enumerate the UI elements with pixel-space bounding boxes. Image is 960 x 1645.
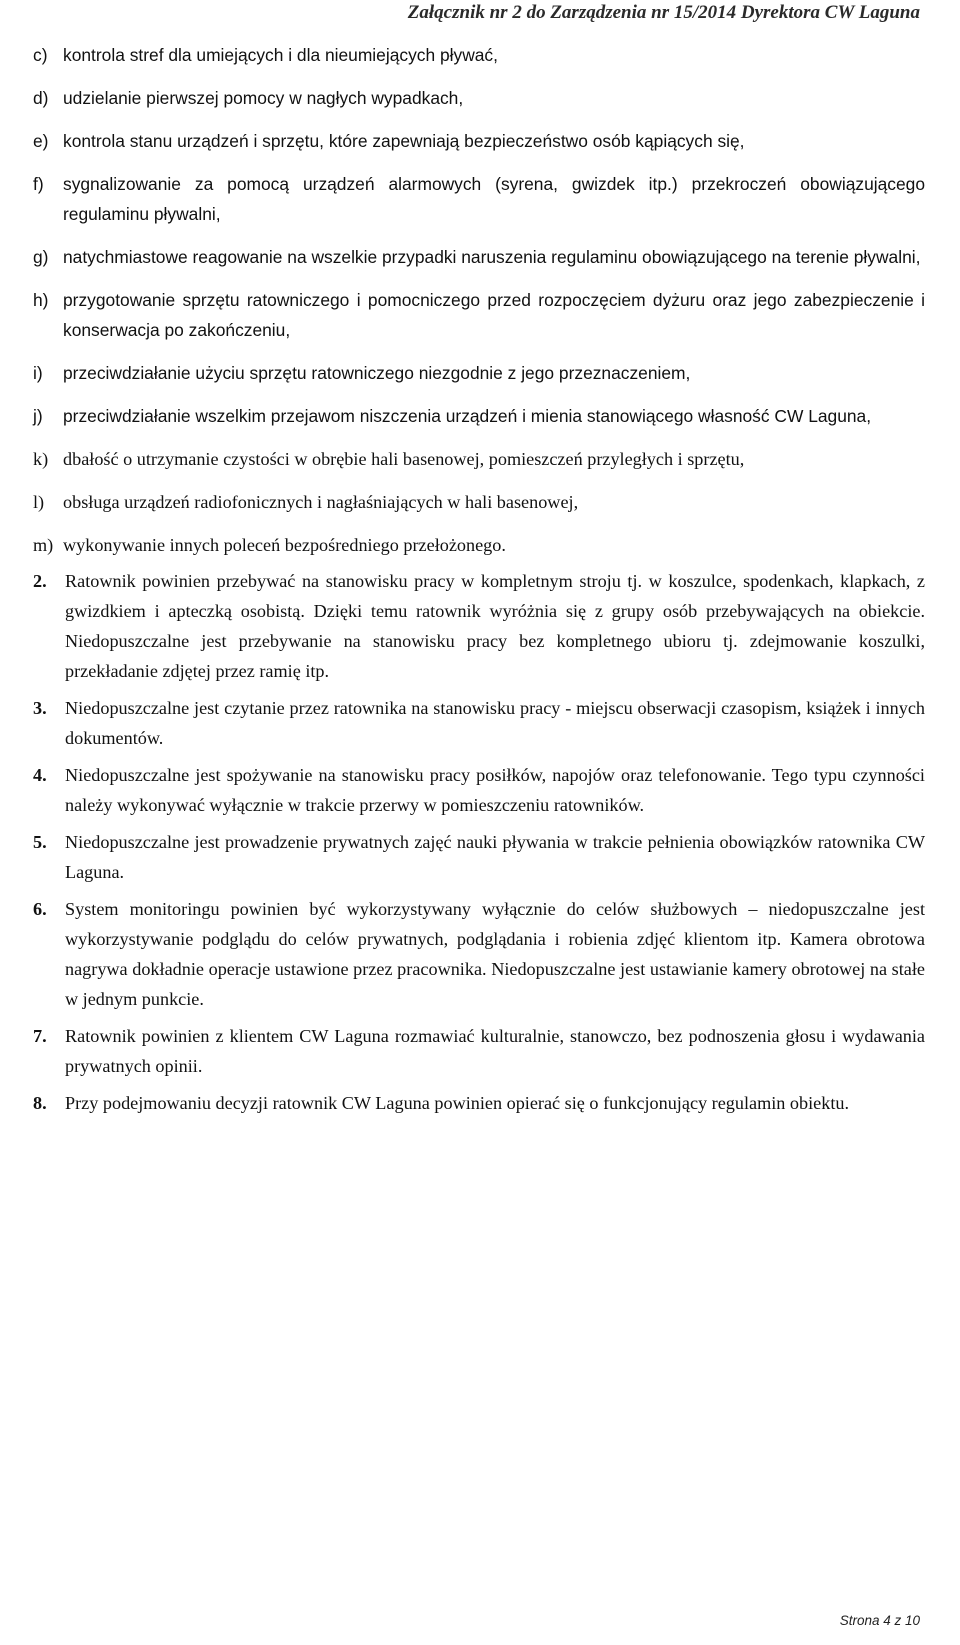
paragraph-text: Przy podejmowaniu decyzji ratownik CW Laguna powinien opierać się o funkcjonujący regulamin obiektu. bbox=[65, 1093, 850, 1113]
numbered-paragraph bbox=[33, 566, 925, 686]
list-marker: g) bbox=[33, 247, 49, 267]
paragraph-number: 2. bbox=[33, 571, 47, 591]
list-marker: l) bbox=[33, 492, 45, 512]
paragraph-number: 6. bbox=[33, 899, 47, 919]
list-item-text: dbałość o utrzymanie czystości w obrębie hali basenowej, pomieszczeń przyległych i sprzętu, bbox=[63, 449, 745, 469]
list-marker: k) bbox=[33, 449, 49, 469]
list-item-text: przygotowanie sprzętu ratowniczego i pomocniczego przed rozpoczęciem dyżuru oraz jego zabezpieczenie i konserwacja po zakończeniu, bbox=[63, 290, 925, 340]
list-item-text: sygnalizowanie za pomocą urządzeń alarmowych (syrena, gwizdek itp.) przekroczeń obowiązującego regulaminu pływalni, bbox=[63, 174, 925, 224]
list-item bbox=[33, 444, 925, 474]
paragraph-number: 7. bbox=[33, 1026, 47, 1046]
list-item-text: udzielanie pierwszej pomocy w nagłych wypadkach, bbox=[63, 88, 464, 108]
list-item bbox=[33, 169, 925, 229]
numbered-paragraph bbox=[33, 894, 925, 1014]
list-marker: d) bbox=[33, 88, 49, 108]
list-item-text: przeciwdziałanie wszelkim przejawom niszczenia urządzeń i mienia stanowiącego własność CW Laguna, bbox=[63, 406, 872, 426]
list-item bbox=[33, 358, 925, 388]
list-marker: m) bbox=[33, 535, 54, 555]
page-number: Strona 4 z 10 bbox=[839, 1613, 920, 1628]
list-item-text: obsługa urządzeń radiofonicznych i nagłaśniających w hali basenowej, bbox=[63, 492, 579, 512]
numbered-paragraph bbox=[33, 760, 925, 820]
list-marker: j) bbox=[33, 406, 43, 426]
paragraph-number: 3. bbox=[33, 698, 47, 718]
numbered-paragraph bbox=[33, 827, 925, 887]
list-marker: h) bbox=[33, 290, 49, 310]
list-item bbox=[33, 401, 925, 431]
list-item bbox=[33, 487, 925, 517]
paragraph-number: 4. bbox=[33, 765, 47, 785]
paragraph-text: Ratownik powinien z klientem CW Laguna rozmawiać kulturalnie, stanowczo, bez podnoszenia głosu i wydawania prywatnych opinii. bbox=[65, 1026, 925, 1076]
paragraph-number: 5. bbox=[33, 832, 47, 852]
paragraph-text: Niedopuszczalne jest czytanie przez ratownika na stanowisku pracy - miejscu obserwacji czasopism, książek i innych dokumentów. bbox=[65, 698, 925, 748]
list-item-text: kontrola stanu urządzeń i sprzętu, które zapewniają bezpieczeństwo osób kąpiących się, bbox=[63, 131, 745, 151]
list-item-text: kontrola stref dla umiejących i dla nieumiejących pływać, bbox=[63, 45, 498, 65]
document-body bbox=[33, 40, 925, 1118]
list-marker: c) bbox=[33, 45, 48, 65]
list-item bbox=[33, 40, 925, 70]
paragraph-text: System monitoringu powinien być wykorzystywany wyłącznie do celów służbowych – niedopuszczalne jest wykorzystywanie podglądu do celów prywatnych, podglądania i robienia zdjęć klientom itp. Kamera obrotowa nagrywa dokładnie operacje ustawione przez pracownika. Niedopuszczalne jest ustawianie kamery obrotowej na stałe w jednym punkcie. bbox=[65, 899, 925, 1009]
numbered-paragraph bbox=[33, 1088, 925, 1118]
list-marker: f) bbox=[33, 174, 44, 194]
list-marker: e) bbox=[33, 131, 49, 151]
list-item bbox=[33, 530, 925, 560]
list-item-text: natychmiastowe reagowanie na wszelkie przypadki naruszenia regulaminu obowiązującego na terenie pływalni, bbox=[63, 247, 921, 267]
list-marker: i) bbox=[33, 363, 43, 383]
list-item bbox=[33, 242, 925, 272]
list-item bbox=[33, 83, 925, 113]
document-header: Załącznik nr 2 do Zarządzenia nr 15/2014 Dyrektora CW Laguna bbox=[407, 2, 920, 23]
paragraph-text: Ratownik powinien przebywać na stanowisku pracy w kompletnym stroju tj. w koszulce, spodenkach, klapkach, z gwizdkiem i apteczką osobistą. Dzięki temu ratownik wyróżnia się z grupy osób przebywających na obiekcie. Niedopuszczalne jest przebywanie na stanowisku pracy bez kompletnego ubioru tj. zdejmowanie koszulki, przekładanie zdjętej przez ramię itp. bbox=[65, 571, 925, 681]
paragraph-text: Niedopuszczalne jest prowadzenie prywatnych zajęć nauki pływania w trakcie pełnienia obowiązków ratownika CW Laguna. bbox=[65, 832, 925, 882]
paragraph-text: Niedopuszczalne jest spożywanie na stanowisku pracy posiłków, napojów oraz telefonowanie. Tego typu czynności należy wykonywać wyłącznie w trakcie przerwy w pomieszczeniu ratowników. bbox=[65, 765, 925, 815]
list-item-text: wykonywanie innych poleceń bezpośredniego przełożonego. bbox=[63, 535, 506, 555]
list-item bbox=[33, 126, 925, 156]
list-item-text: przeciwdziałanie użyciu sprzętu ratowniczego niezgodnie z jego przeznaczeniem, bbox=[63, 363, 691, 383]
numbered-paragraph bbox=[33, 693, 925, 753]
numbered-paragraph bbox=[33, 1021, 925, 1081]
list-item bbox=[33, 285, 925, 345]
paragraph-number: 8. bbox=[33, 1093, 47, 1113]
